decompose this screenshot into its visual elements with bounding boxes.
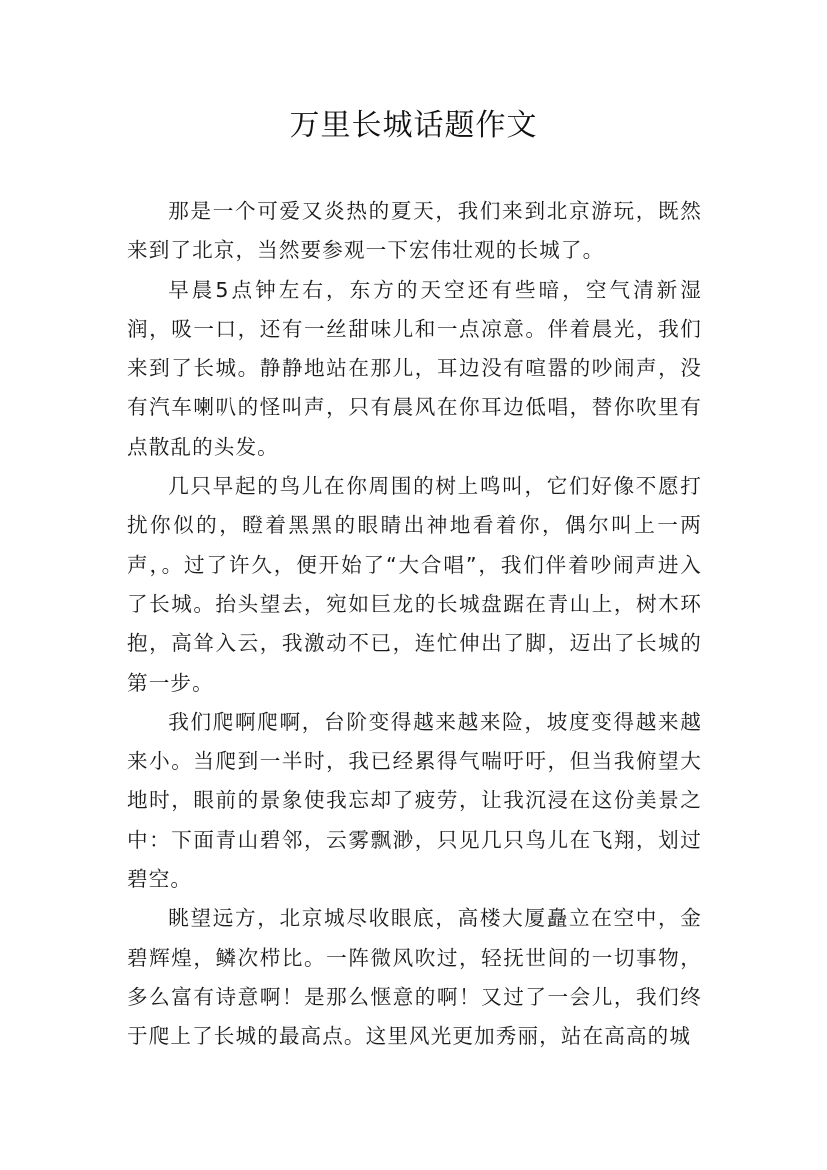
paragraph: 我们爬啊爬啊，台阶变得越来越来险，坡度变得越来越来小。当爬到一半时，我已经累得气喘吁吁，但当我俯望大地时，眼前的景象使我忘却了疲劳，让我沉浸在这份美景之中：下面青山碧邻，云雾飘渺，只见几只鸟儿在飞翔，划过碧空。 bbox=[127, 709, 702, 892]
paragraph: 那是一个可爱又炎热的夏天，我们来到北京游玩，既然来到了北京，当然要参观一下宏伟壮观的长城了。 bbox=[127, 199, 702, 263]
document-title: 万里长城话题作文 bbox=[289, 108, 538, 143]
paragraph: 眺望远方，北京城尽收眼底，高楼大厦矗立在空中，金碧辉煌，鳞次栉比。一阵微风吹过，轻抚世间的一切事物，多么富有诗意啊！是那么惬意的啊！又过了一会儿，我们终于爬上了长城的最高点。这里风光更加秀丽，站在高高的城 bbox=[127, 906, 702, 1049]
document-body bbox=[127, 192, 702, 1057]
paragraph: 早晨5点钟左右，东方的天空还有些暗，空气清新湿润，吸一口，还有一丝甜味儿和一点凉意。伴着晨光，我们来到了长城。静静地站在那儿，耳边没有喧嚣的吵闹声，没有汽车喇叭的怪叫声，只有晨风在你耳边低唱，替你吹里有点散乱的头发。 bbox=[127, 277, 702, 459]
paragraph: 几只早起的鸟儿在你周围的树上鸣叫，它们好像不愿打扰你似的，瞪着黑黑的眼睛出神地看着你，偶尔叫上一两声，。过了许久，便开始了“大合唱”，我们伴着吵闹声进入了长城。抬头望去，宛如巨龙的长城盘踞在青山上，树木环抱，高耸入云，我激动不已，连忙伸出了脚，迈出了长城的第一步。 bbox=[127, 474, 702, 695]
